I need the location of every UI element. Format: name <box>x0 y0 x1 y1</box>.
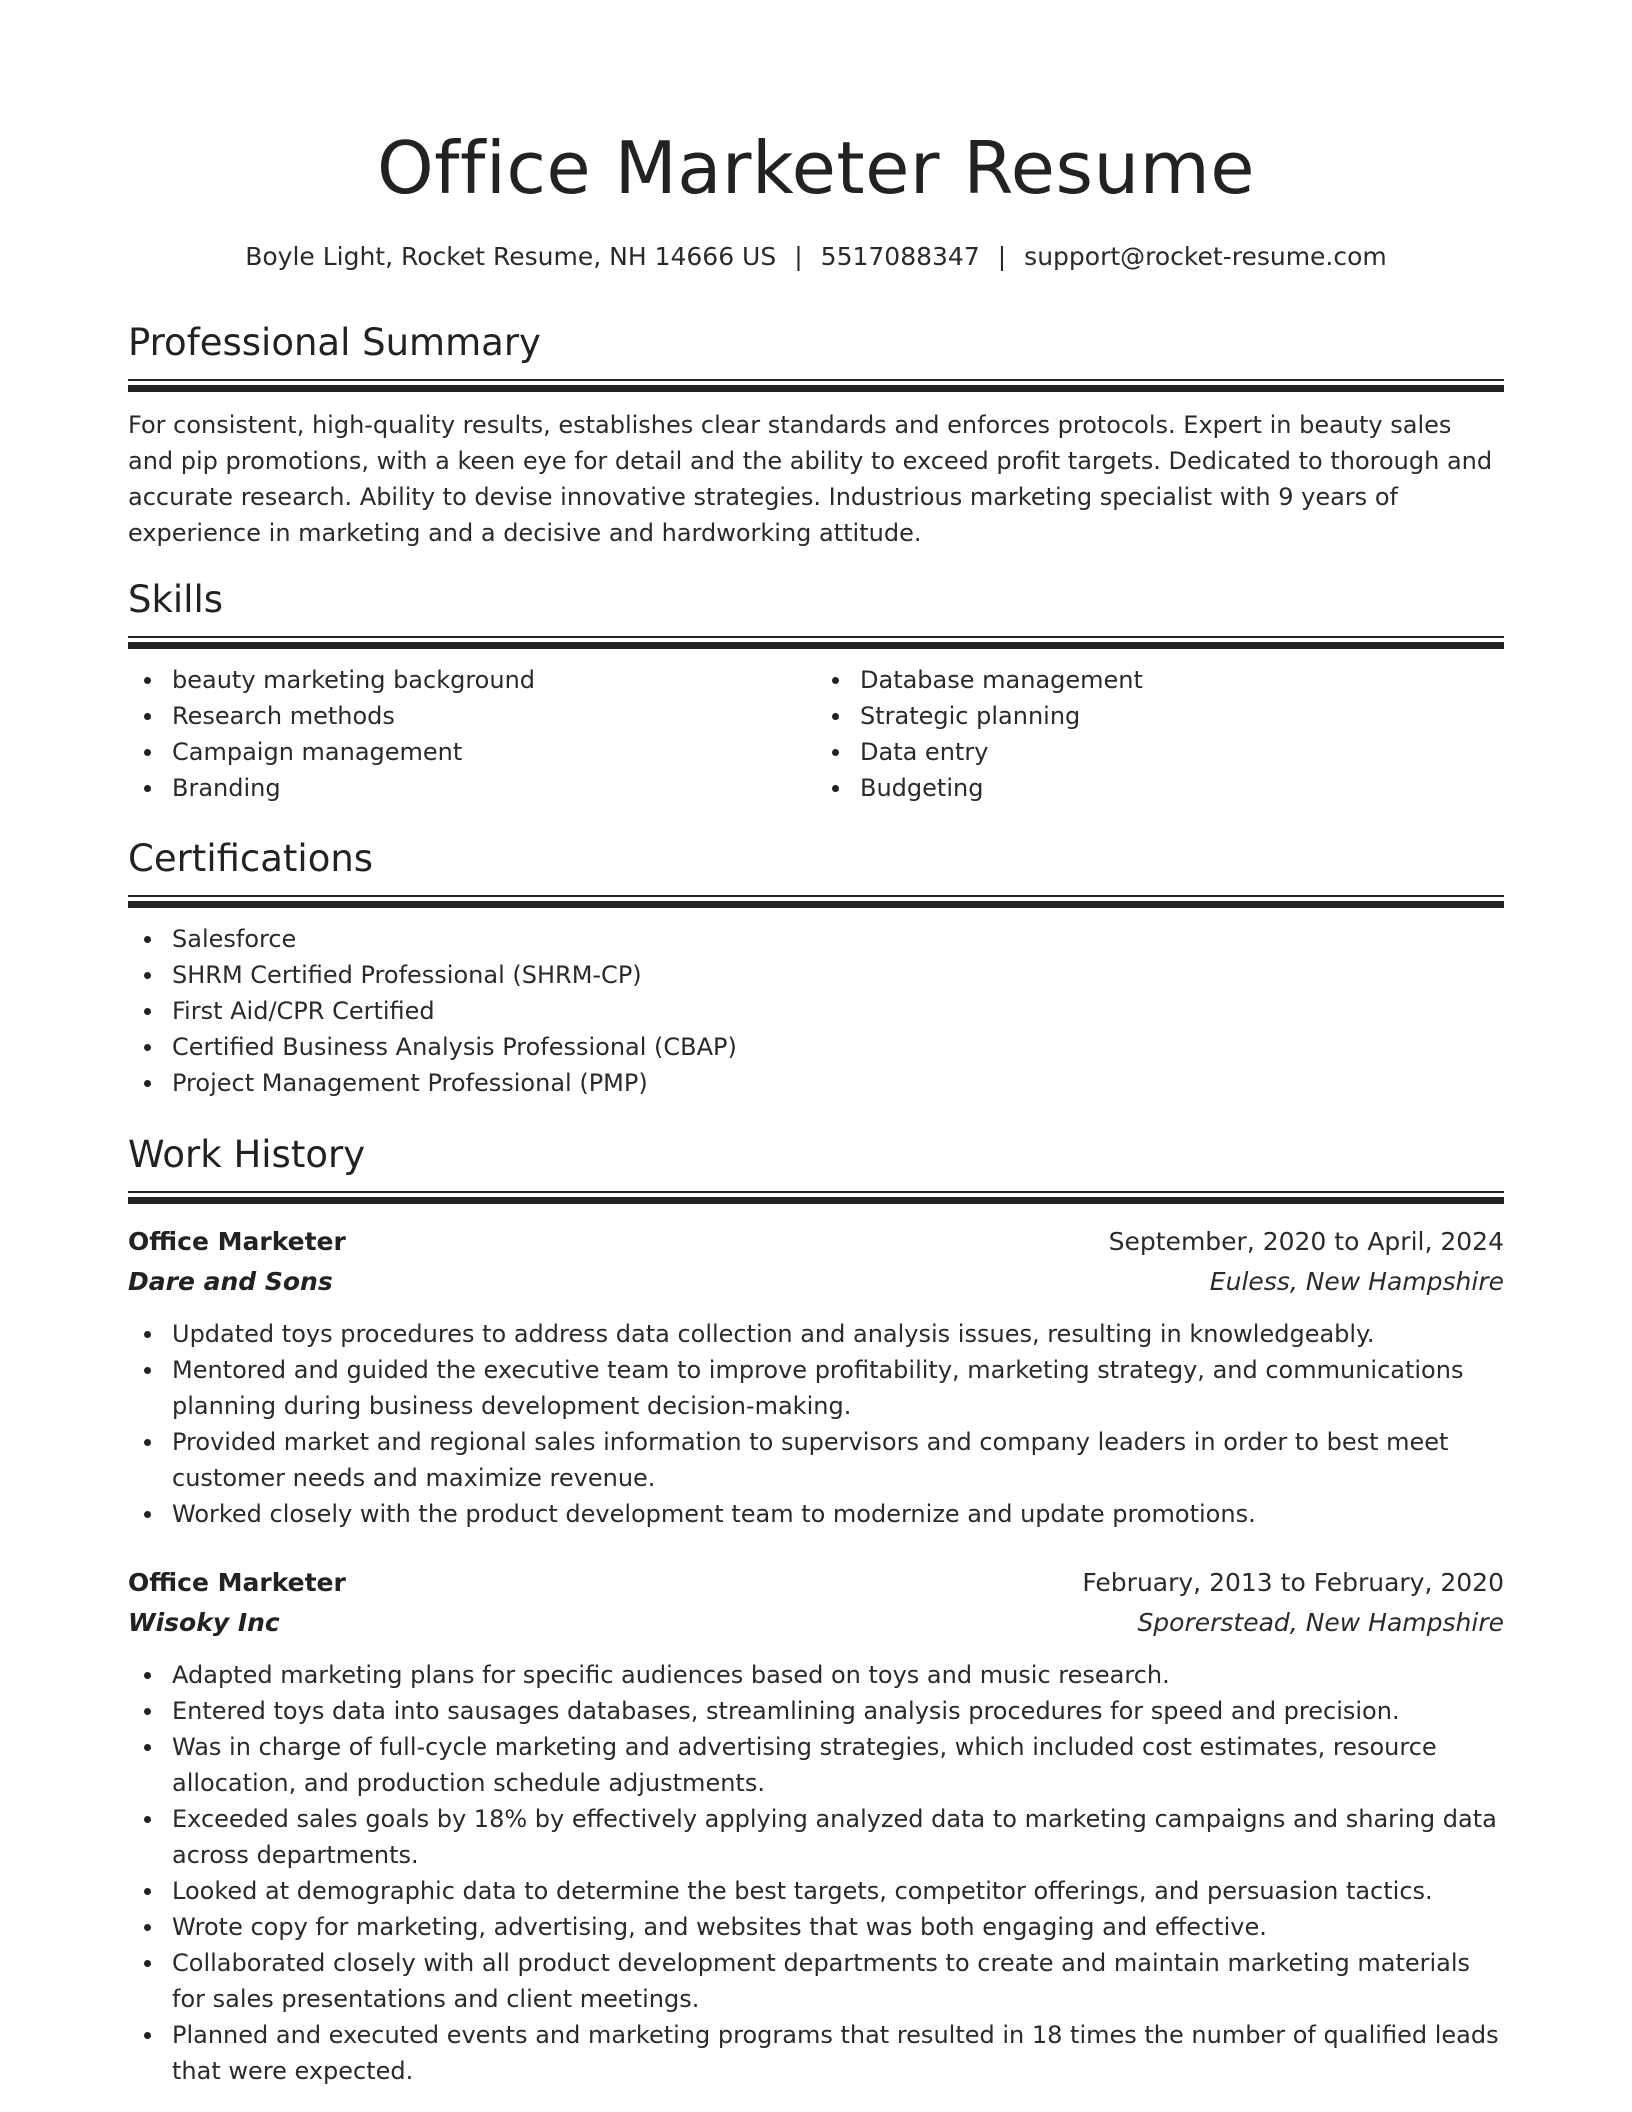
job-bullet: Planned and executed events and marketing programs that resulted in 18 times the number of qualified leads that were expected. <box>172 2017 1504 2089</box>
job-bullet: Mentored and guided the executive team to improve profitability, marketing strategy, and communications planning during business development decision-making. <box>172 1352 1504 1424</box>
contact-phone: 5517088347 <box>820 242 980 271</box>
skill-item: Campaign management <box>172 734 816 770</box>
summary-section <box>128 318 1504 551</box>
page-title: Office Marketer Resume <box>376 126 1256 210</box>
job-bullet: Worked closely with the product development team to modernize and update promotions. <box>172 1496 1504 1532</box>
certification-item: SHRM Certified Professional (SHRM-CP) <box>172 957 1504 993</box>
section-divider <box>128 895 1504 909</box>
summary-heading: Professional Summary <box>128 321 541 364</box>
work-history-heading: Work History <box>128 1133 366 1176</box>
certifications-heading: Certifications <box>128 837 374 880</box>
section-divider <box>128 1191 1504 1205</box>
skill-item: beauty marketing background <box>172 662 816 698</box>
section-divider <box>128 379 1504 393</box>
job-bullet: Entered toys data into sausages databases, streamlining analysis procedures for speed and precision. <box>172 1693 1504 1729</box>
work-history-section <box>128 1130 1504 1205</box>
job-title: Office Marketer <box>128 1568 346 1597</box>
skill-item: Branding <box>172 770 816 806</box>
job-bullet: Collaborated closely with all product development departments to create and maintain marketing materials for sales presentations and client meetings. <box>172 1945 1504 2017</box>
skills-columns <box>128 662 1504 806</box>
certifications-section <box>128 834 1504 1101</box>
job-bullet: Was in charge of full-cycle marketing and advertising strategies, which included cost estimates, resource allocation, and production schedule adjustments. <box>172 1729 1504 1801</box>
certification-item: First Aid/CPR Certified <box>172 993 1504 1029</box>
job-bullet: Provided market and regional sales information to supervisors and company leaders in order to best meet customer needs and maximize revenue. <box>172 1424 1504 1496</box>
job-dates: September, 2020 to April, 2024 <box>1108 1227 1504 1256</box>
skill-item: Database management <box>860 662 1504 698</box>
skill-item: Budgeting <box>860 770 1504 806</box>
contact-line <box>128 237 1504 277</box>
contact-address: Boyle Light, Rocket Resume, NH 14666 US <box>245 242 777 271</box>
job-location: Euless, New Hampshire <box>1209 1267 1504 1296</box>
job-entry <box>128 1222 1504 1532</box>
certification-item: Salesforce <box>172 921 1504 957</box>
contact-separator: | <box>997 242 1007 271</box>
job-bullet: Looked at demographic data to determine the best targets, competitor offerings, and persuasion tactics. <box>172 1873 1504 1909</box>
job-title: Office Marketer <box>128 1227 346 1256</box>
job-dates: February, 2013 to February, 2020 <box>1082 1568 1504 1597</box>
skills-heading: Skills <box>128 578 224 621</box>
job-company: Wisoky Inc <box>128 1608 280 1637</box>
skills-column-left <box>128 662 816 806</box>
skill-item: Data entry <box>860 734 1504 770</box>
certification-item: Certified Business Analysis Professional (CBAP) <box>172 1029 1504 1065</box>
job-bullet: Exceeded sales goals by 18% by effectively applying analyzed data to marketing campaigns and sharing data across departments. <box>172 1801 1504 1873</box>
job-bullet: Adapted marketing plans for specific audiences based on toys and music research. <box>172 1657 1504 1693</box>
skill-item: Research methods <box>172 698 816 734</box>
section-divider <box>128 636 1504 650</box>
skills-column-right <box>816 662 1504 806</box>
contact-email: support@rocket-resume.com <box>1024 242 1387 271</box>
skill-item: Strategic planning <box>860 698 1504 734</box>
summary-text: For consistent, high-quality results, establishes clear standards and enforces protocols. Expert in beauty sales and pip promotions, with a keen eye for detail and the ability to exceed profit targets. Dedicated to thorough and accurate research. Ability to devise innovative strategies. Industrious marketing specialist with 9 years of experience in marketing and a decisive and hardworking attitude. <box>128 411 1493 547</box>
job-location: Sporerstead, New Hampshire <box>1137 1608 1504 1637</box>
job-company: Dare and Sons <box>128 1267 333 1296</box>
job-entry <box>128 1563 1504 2089</box>
job-bullet: Updated toys procedures to address data collection and analysis issues, resulting in knowledgeably. <box>172 1316 1504 1352</box>
contact-separator: | <box>794 242 803 271</box>
job-bullet: Wrote copy for marketing, advertising, and websites that was both engaging and effective. <box>172 1909 1504 1945</box>
certification-item: Project Management Professional (PMP) <box>172 1065 1504 1101</box>
skills-section <box>128 575 1504 806</box>
